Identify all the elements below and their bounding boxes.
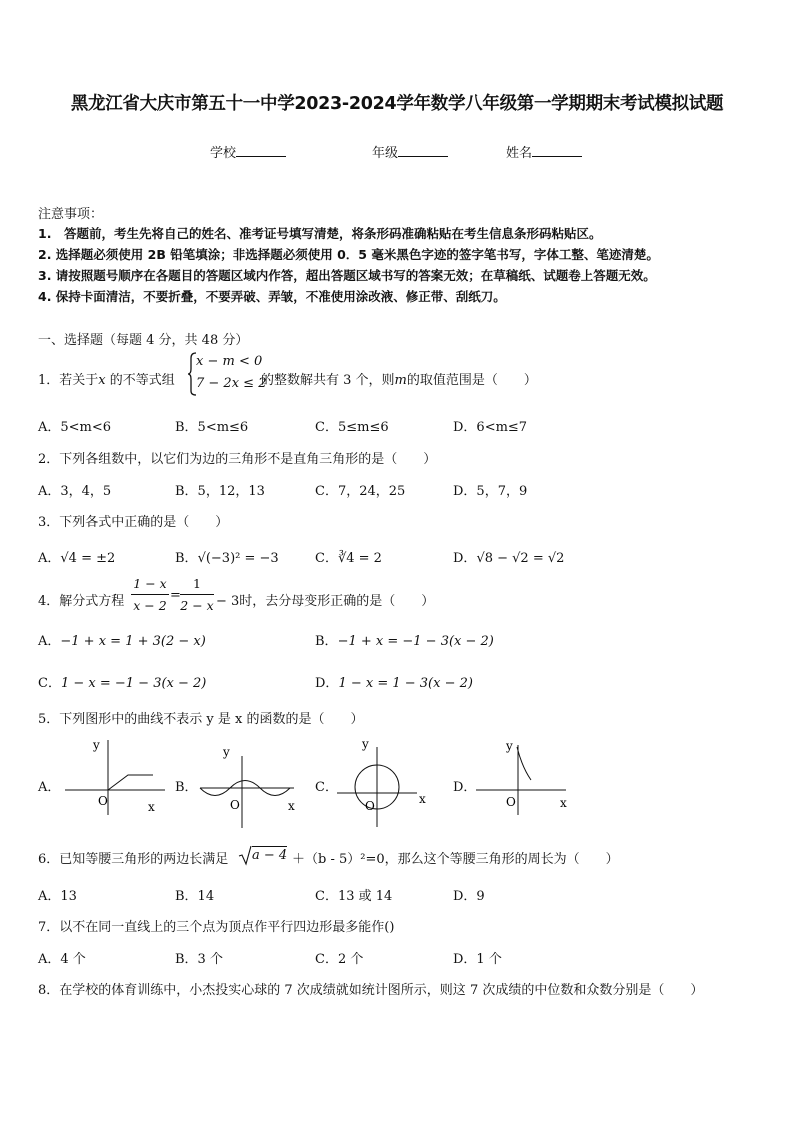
question-4-tail: − 3时，去分母变形正确的是（ ） (216, 594, 435, 609)
option-c[interactable]: C．13 或 14 (315, 889, 393, 904)
question-3: 3．下列各式中正确的是（ ） (38, 515, 229, 530)
radical-icon (238, 844, 252, 866)
grade-field[interactable] (372, 142, 448, 161)
option-d[interactable]: D．1 − x = 1 − 3(x − 2) (315, 676, 473, 691)
option-b-expr: √(−3)² = −3 (197, 551, 279, 566)
notice-item: 2. 选择题必须使用 2B 铅笔填涂；非选择题必须使用 0．5 毫米黑色字迹的签字笔书写，字体工整、笔迹清楚。 (38, 247, 659, 262)
option-a[interactable]: A．13 (38, 889, 77, 904)
option-d[interactable]: D． (453, 780, 477, 795)
origin-label: O (365, 799, 375, 813)
option-c[interactable]: C．∛4 = 2 (315, 551, 382, 566)
option-a-expr: −1 + x = 1 + 3(2 − x) (60, 634, 206, 649)
grade-label: 年级 (372, 146, 399, 161)
option-d[interactable]: D．1 个 (453, 952, 502, 967)
option-a[interactable]: A． (38, 780, 61, 795)
fraction-2-bar (180, 594, 214, 595)
option-b[interactable]: B．14 (175, 889, 215, 904)
option-b-expr: −1 + x = −1 − 3(x − 2) (337, 634, 494, 649)
school-field[interactable] (210, 142, 286, 161)
option-a[interactable]: A．4 个 (38, 952, 86, 967)
option-c[interactable]: C．1 − x = −1 − 3(x − 2) (38, 676, 207, 691)
inequality-2: 7 − 2x ≤ 2 (196, 376, 267, 391)
option-c-expr: 1 − x = −1 − 3(x − 2) (60, 676, 207, 691)
origin-label: O (506, 795, 516, 809)
option-d[interactable]: D．5，7，9 (453, 484, 528, 499)
name-field[interactable] (506, 142, 582, 161)
option-d[interactable]: D．9 (453, 889, 485, 904)
option-b[interactable]: B．5，12，13 (175, 484, 265, 499)
fraction-1-numerator: 1 − x (133, 576, 167, 591)
graph-a[interactable] (60, 735, 170, 820)
option-d-expr: 1 − x = 1 − 3(x − 2) (338, 676, 473, 691)
fraction-1-bar (131, 594, 169, 595)
option-d-expr: √8 − √2 = √2 (476, 551, 565, 566)
option-c[interactable]: C．5≤m≤6 (315, 420, 389, 435)
fraction-1-denominator: x − 2 (133, 598, 167, 613)
axis-y-label: y (362, 737, 369, 751)
option-c[interactable]: C． (315, 780, 338, 795)
option-b[interactable]: B．−1 + x = −1 − 3(x − 2) (315, 634, 494, 649)
axis-x-label: x (419, 792, 426, 806)
axis-y-label: y (506, 739, 513, 753)
axis-x-label: x (288, 799, 295, 813)
question-5: 5．下列图形中的曲线不表示 y 是 x 的函数的是（ ） (38, 712, 364, 727)
equals-sign: = (170, 588, 181, 603)
question-6-tail: ＋（b - 5）²=0，那么这个等腰三角形的周长为（ ） (292, 852, 619, 867)
option-c-expr: ∛4 = 2 (337, 551, 382, 566)
question-7: 7．以不在同一直线上的三个点为顶点作平行四边形最多能作() (38, 920, 395, 935)
option-a[interactable]: A．5<m<6 (38, 420, 112, 435)
option-a[interactable]: A．√4 = ±2 (38, 551, 116, 566)
origin-label: O (98, 794, 108, 808)
radical-content: a − 4 (252, 848, 288, 863)
option-b[interactable]: B．5<m≤6 (175, 420, 249, 435)
question-1-tail: 的整数解共有 3 个，则m的取值范围是（ ） (261, 373, 537, 388)
notice-heading: 注意事项： (38, 207, 104, 222)
notice-item: 3. 请按照题号顺序在各题目的答题区域内作答，超出答题区域书写的答案无效；在草稿纸、试题卷上答题无效。 (38, 268, 656, 283)
option-a-expr: √4 = ±2 (60, 551, 116, 566)
fraction-2-denominator: 2 − x (180, 598, 214, 613)
inequality-1: x − m < 0 (196, 354, 263, 369)
option-a[interactable]: A．3，4，5 (38, 484, 112, 499)
graph-d[interactable] (474, 735, 584, 820)
page-title: 黑龙江省大庆市第五十一中学2023-2024学年数学八年级第一学期期末考试模拟试题 (70, 94, 724, 114)
option-c[interactable]: C．2 个 (315, 952, 364, 967)
graph-c[interactable] (335, 735, 445, 830)
option-d[interactable]: D．√8 − √2 = √2 (453, 551, 565, 566)
option-b[interactable]: B． (175, 780, 198, 795)
question-1: 1．若关于x 的不等式组 (38, 373, 175, 388)
notice-item: 1. 答题前，考生先将自己的姓名、准考证号填写清楚，将条形码准确粘贴在考生信息条形码粘贴区。 (38, 226, 602, 241)
fraction-2-numerator: 1 (193, 576, 201, 591)
question-8: 8．在学校的体育训练中，小杰投实心球的 7 次成绩就如统计图所示，则这 7 次成绩的中位数和众数分别是（ ） (38, 983, 704, 998)
axis-x-label: x (148, 800, 155, 814)
option-a[interactable]: A．−1 + x = 1 + 3(2 − x) (38, 634, 206, 649)
graph-b[interactable] (198, 738, 308, 833)
question-6-lead: 6．已知等腰三角形的两边长满足 (38, 852, 229, 867)
axis-y-label: y (93, 738, 100, 752)
name-label: 姓名 (506, 146, 533, 161)
option-b[interactable]: B．3 个 (175, 952, 223, 967)
axis-x-label: x (560, 796, 567, 810)
axis-y-label: y (223, 745, 230, 759)
option-b[interactable]: B．√(−3)² = −3 (175, 551, 279, 566)
question-4-lead: 4．解分式方程 (38, 594, 125, 609)
school-label: 学校 (210, 146, 237, 161)
origin-label: O (230, 798, 240, 812)
option-d[interactable]: D．6<m≤7 (453, 420, 528, 435)
section-heading: 一、选择题（每题 4 分，共 48 分） (38, 333, 249, 348)
question-2: 2．下列各组数中，以它们为边的三角形不是直角三角形的是（ ） (38, 452, 437, 467)
notice-item: 4. 保持卡面清洁，不要折叠，不要弄破、弄皱，不准使用涂改液、修正带、刮纸刀。 (38, 289, 506, 304)
option-c[interactable]: C．7，24，25 (315, 484, 406, 499)
